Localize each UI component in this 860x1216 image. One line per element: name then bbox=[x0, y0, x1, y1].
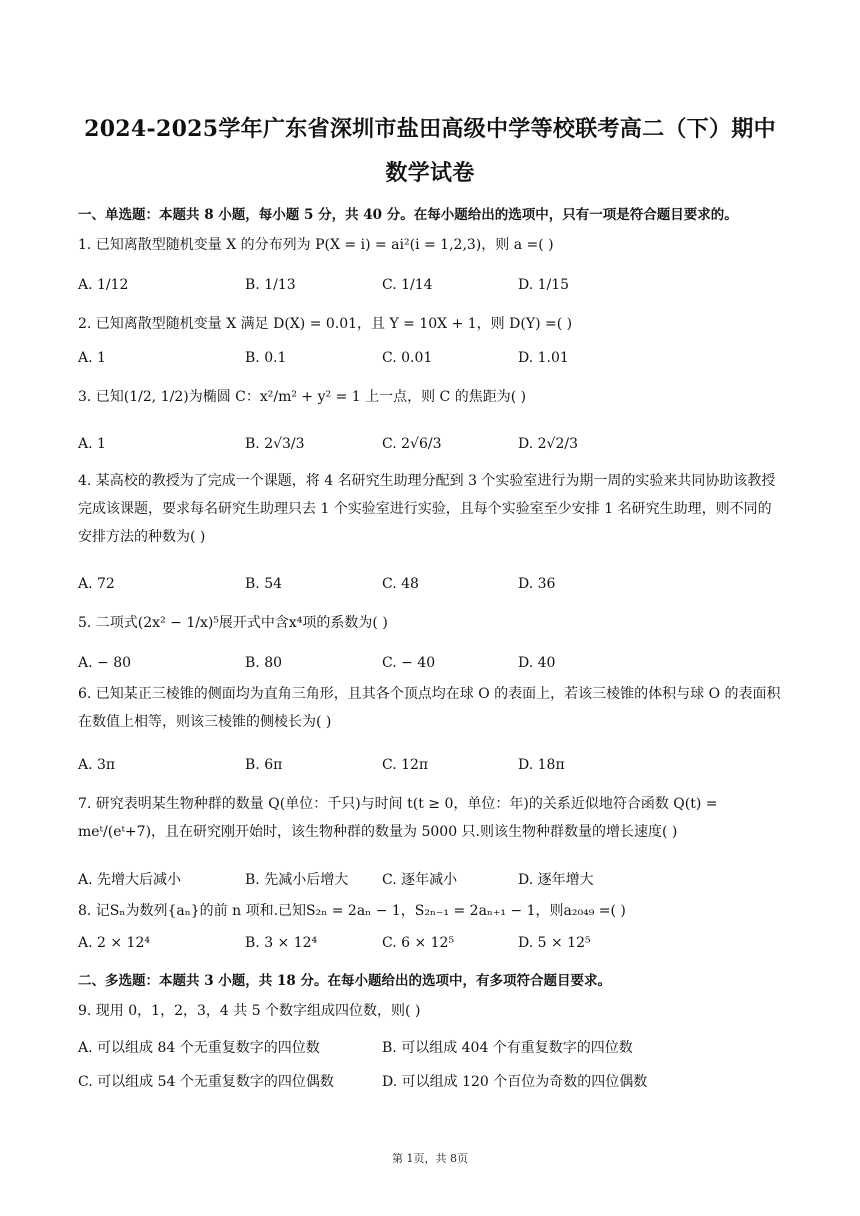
question-8-option-b: B. 3 × 12⁴ bbox=[245, 935, 318, 951]
question-7-option-b: B. 先减小后增大 bbox=[245, 872, 349, 888]
question-8-option-d: D. 5 × 12⁵ bbox=[518, 935, 591, 951]
question-6-option-a: A. 3π bbox=[78, 757, 116, 773]
question-1-option-a: A. 1/12 bbox=[78, 277, 129, 293]
question-2-option-d: D. 1.01 bbox=[518, 350, 569, 366]
question-7-option-c: C. 逐年减小 bbox=[382, 872, 458, 888]
question-5-option-a: A. − 80 bbox=[78, 655, 132, 671]
question-1-option-c: C. 1/14 bbox=[382, 277, 433, 293]
question-2-option-c: C. 0.01 bbox=[382, 350, 433, 366]
question-7-option-a: A. 先增大后减小 bbox=[78, 872, 182, 888]
question-9-option-b: B. 可以组成 404 个有重复数字的四位数 bbox=[382, 1040, 633, 1056]
question-2-option-a: A. 1 bbox=[78, 350, 106, 366]
question-4-text: 4. 某高校的教授为了完成一个课题，将 4 名研究生助理分配到 3 个实验室进行为期一周的实验来共同协助该教授完成该课题，要求每名研究生助理只去 1 个实验室进行实验，且每个实验室至少安排 1 名研究生助理，则不同的安排方法的种数为( ) bbox=[78, 473, 776, 545]
question-4-option-b: B. 54 bbox=[245, 576, 283, 592]
question-1-option-b: B. 1/13 bbox=[245, 277, 296, 293]
question-5-option-c: C. − 40 bbox=[382, 655, 436, 671]
question-7-text: 7. 研究表明某生物种群的数量 Q(单位：千只)与时间 t(t ≥ 0，单位：年)的关系近似地符合函数 Q(t) = meᵗ/(eᵗ+7)，且在研究刚开始时，该生物种群的数量为 5000 只.则该生物种群数量的增长速度( ) bbox=[78, 796, 718, 840]
exam-title-line1: 2024-2025学年广东省深圳市盐田高级中学等校联考高二（下）期中 bbox=[84, 116, 776, 142]
question-6-text: 6. 已知某正三棱锥的侧面均为直角三角形，且其各个顶点均在球 O 的表面上，若该三棱锥的体积与球 O 的表面积在数值上相等，则该三棱锥的侧棱长为( ) bbox=[78, 686, 781, 730]
question-3-option-c: C. 2√6/3 bbox=[382, 436, 442, 452]
question-8-option-c: C. 6 × 12⁵ bbox=[382, 935, 455, 951]
question-4-option-a: A. 72 bbox=[78, 576, 115, 592]
question-3-option-a: A. 1 bbox=[78, 436, 106, 452]
question-9-option-c: C. 可以组成 54 个无重复数字的四位偶数 bbox=[78, 1074, 334, 1090]
question-6-option-b: B. 6π bbox=[245, 757, 283, 773]
question-8-text: 8. 记Sₙ为数列{aₙ}的前 n 项和.已知S₂ₙ = 2aₙ − 1，S₂ₙ₋₁ = 2aₙ₊₁ − 1，则a₂₀₄₉ =( ) bbox=[78, 903, 626, 919]
question-4-option-d: D. 36 bbox=[518, 576, 556, 592]
question-5-option-d: D. 40 bbox=[518, 655, 556, 671]
question-2-option-b: B. 0.1 bbox=[245, 350, 287, 366]
question-9-option-a: A. 可以组成 84 个无重复数字的四位数 bbox=[78, 1040, 320, 1056]
question-5-text: 5. 二项式(2x² − 1/x)⁵展开式中含x⁴项的系数为( ) bbox=[78, 615, 388, 631]
question-9-text: 9. 现用 0，1，2，3，4 共 5 个数字组成四位数，则( ) bbox=[78, 1003, 421, 1019]
question-5-option-b: B. 80 bbox=[245, 655, 283, 671]
question-3-option-b: B. 2√3/3 bbox=[245, 436, 305, 452]
section-single-choice-heading: 一、单选题：本题共 8 小题，每小题 5 分，共 40 分。在每小题给出的选项中，只有一项是符合题目要求的。 bbox=[78, 207, 738, 223]
question-7-option-d: D. 逐年增大 bbox=[518, 872, 594, 888]
section-multiple-choice-heading: 二、多选题：本题共 3 小题，共 18 分。在每小题给出的选项中，有多项符合题目要求。 bbox=[78, 973, 611, 989]
question-1-text: 1. 已知离散型随机变量 X 的分布列为 P(X = i) = ai²(i = 1,2,3)，则 a =( ) bbox=[78, 237, 554, 253]
question-2-text: 2. 已知离散型随机变量 X 满足 D(X) = 0.01，且 Y = 10X + 1，则 D(Y) =( ) bbox=[78, 316, 573, 332]
question-9-option-d: D. 可以组成 120 个百位为奇数的四位偶数 bbox=[382, 1074, 648, 1090]
question-6-option-c: C. 12π bbox=[382, 757, 429, 773]
question-3-text: 3. 已知(1/2, 1/2)为椭圆 C：x²/m² + y² = 1 上一点，则 C 的焦距为( ) bbox=[78, 389, 527, 405]
question-4-option-c: C. 48 bbox=[382, 576, 419, 592]
question-6-option-d: D. 18π bbox=[518, 757, 565, 773]
question-3-option-d: D. 2√2/3 bbox=[518, 436, 578, 452]
page-footer: 第 1页，共 8页 bbox=[392, 1152, 468, 1165]
question-8-option-a: A. 2 × 12⁴ bbox=[78, 935, 150, 951]
exam-title-line2: 数学试卷 bbox=[385, 160, 475, 186]
question-1-option-d: D. 1/15 bbox=[518, 277, 570, 293]
